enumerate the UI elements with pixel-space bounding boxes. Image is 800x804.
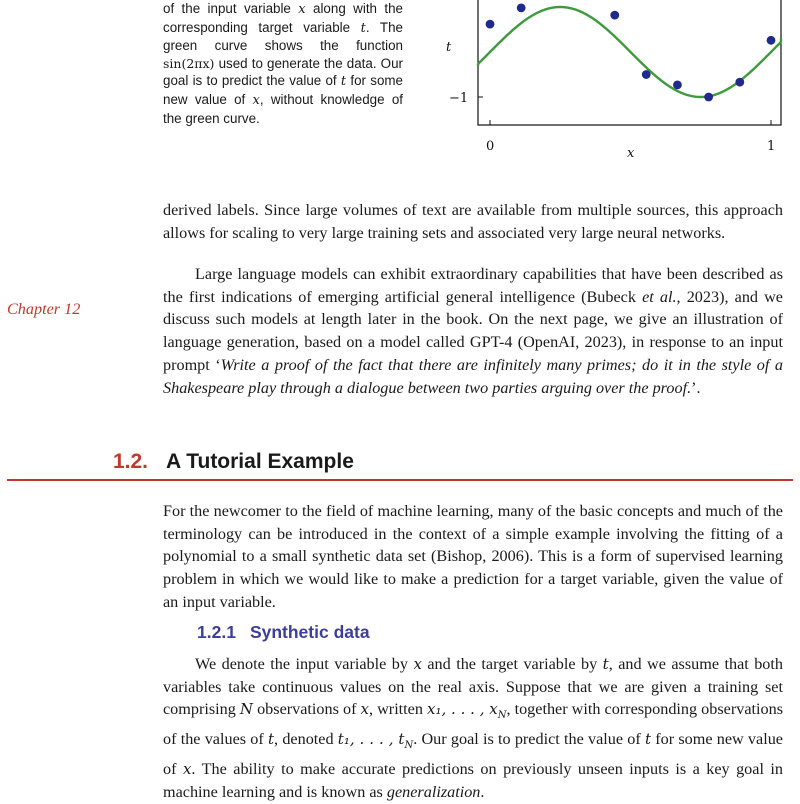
section-number: 1.2. (112, 450, 148, 473)
data-point-0 (486, 20, 495, 29)
subsection-heading (197, 622, 370, 643)
xtick-label-0: 0 (486, 139, 495, 154)
paragraph-2-text (163, 263, 783, 399)
paragraph-2 (163, 263, 783, 399)
caption-segment: of the input variable (163, 1, 299, 16)
caption-segment: sin(2πx) (163, 55, 215, 71)
caption-segment: x (252, 92, 260, 108)
subsection-number: 1.2.1 (197, 622, 236, 642)
ytick-label-neg1: −1 (449, 91, 469, 106)
prompt-quote: Write a proof of the fact that there are infinitely many primes; do it in the style of a Shakespeare play through a dialogue between two parties arguing over the proof. (163, 355, 783, 397)
data-point-1 (517, 4, 526, 13)
caption-segment: for some new value of (163, 73, 403, 107)
data-point-7 (767, 36, 776, 45)
caption-segment: used to generate the data. Our goal is to predict the value of (163, 55, 403, 89)
caption-segment: , without knowledge of the green curve. (163, 91, 403, 126)
paragraph-1 (163, 199, 783, 244)
sine-curve (478, 7, 781, 97)
section-rule (7, 479, 793, 481)
paragraph-4 (163, 653, 783, 804)
para2-part-c: ’. (691, 378, 701, 397)
section-heading (0, 448, 800, 486)
data-point-2 (610, 11, 619, 20)
data-point-5 (704, 93, 713, 102)
plot-frame (478, 0, 781, 125)
caption-segment: x (298, 2, 306, 17)
paragraph-3-text: For the newcomer to the field of machine learning, many of the basic concepts and much of the terminology can be introduced in the context of a simple example involving the fitting of a polynomial to a small synthetic data set (Bishop, 2006). This is a form of supervised learning problem in which we would like to make a prediction for a target variable, given the value of an input variable. (163, 502, 783, 611)
term-generalization: generalization (386, 782, 481, 801)
citation-et-al: et al. (642, 287, 677, 306)
y-axis-label: t (446, 40, 452, 55)
paragraph-1-text: derived labels. Since large volumes of text are available from multiple sources, this approach allows for scaling to very large training sets and associated very large neural networks. (163, 201, 783, 242)
caption-segment: t (340, 74, 347, 90)
para2-part-a: Large language models can exhibit extraordinary capabilities that have been described as the first indications of emerging artificial general intelligence (Bubeck (163, 265, 783, 306)
xtick-label-1: 1 (767, 139, 776, 154)
caption-segment: . The green curve shows the function (163, 19, 403, 54)
data-point-6 (735, 78, 744, 87)
margin-note-chapter-ref[interactable]: Chapter 12 (7, 300, 81, 318)
section-title: A Tutorial Example (166, 450, 354, 473)
subsection-title: Synthetic data (249, 622, 370, 642)
x-axis-label: x (627, 146, 635, 161)
sine-figure (0, 0, 800, 200)
data-point-4 (673, 80, 682, 89)
caption-segment: t (360, 20, 366, 36)
paragraph-4-text: We denote the input variable by x and the target variable by t, and we assume that both variables take continuous values on the real axis. Suppose that we are given a training set comprising N observations of x, written x₁, . . . , $x_N$, together with corresponding observations of the values of t, denoted t₁, . . . , $t_N$. Our goal is to predict the value of t for some new value of x. The ability to make accurate predictions on previously unseen inputs is a key goal in machine learning and is known as generalization. (163, 655, 783, 801)
data-point-3 (642, 70, 651, 79)
para2-part-b: , 2023), and we discuss such models at length later in the book. On the next page, we give an illustration of language generation, based on a model called GPT-4 (OpenAI, 2023), in response to an input prompt ‘ (163, 287, 783, 374)
paragraph-3 (163, 500, 783, 614)
caption-segment: along with the corresponding target variable (163, 1, 403, 35)
